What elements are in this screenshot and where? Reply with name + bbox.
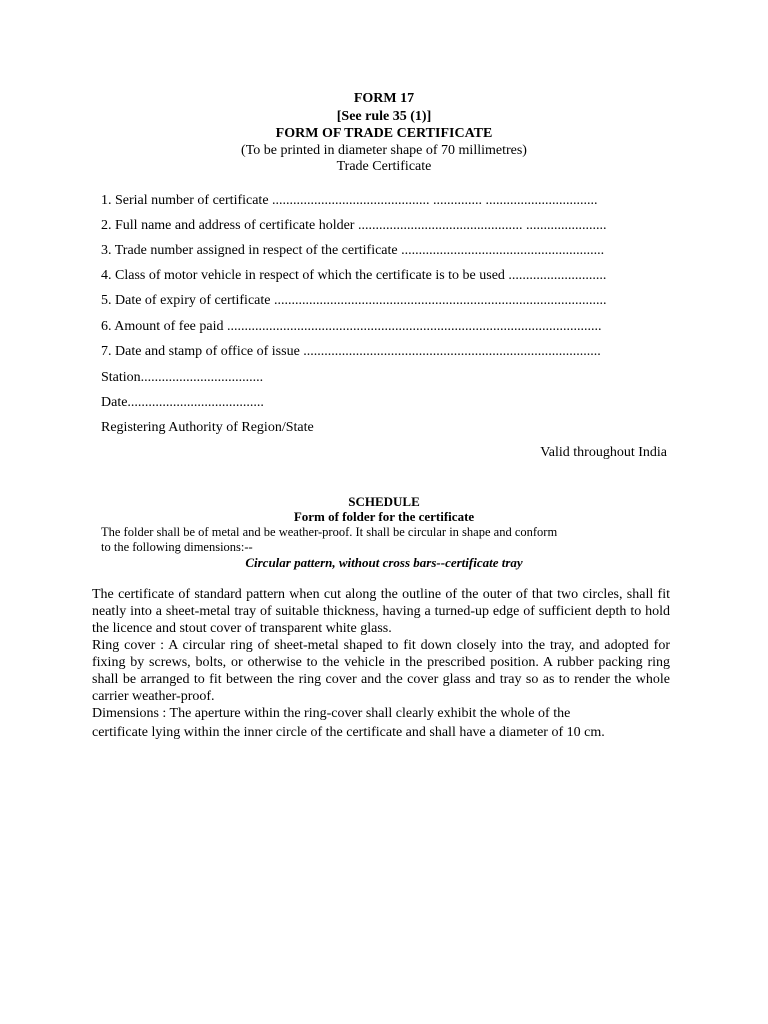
schedule-heading: SCHEDULE (348, 494, 420, 509)
validity-note: Valid throughout India (540, 445, 667, 460)
schedule-subheading: Form of folder for the certificate (293, 509, 475, 524)
paragraph-standard-pattern: The certificate of standard pattern when cut along the outline of the outer of that two circles, shall fit neatly into a sheet-metal tray of suitable thickness, having a turned-up edge of sufficient depth to hold the licence and stout cover of transparent white glass. (92, 587, 670, 636)
paragraph-dimensions-line-2: certificate lying within the inner circle of the certificate and shall have a diameter of 10 cm. (92, 725, 605, 740)
rule-reference: [See rule 35 (1)] (336, 109, 432, 124)
field-fee-paid: 6. Amount of fee paid ........................................................................................................... (101, 319, 602, 334)
form-number: FORM 17 (353, 91, 415, 106)
field-vehicle-class: 4. Class of motor vehicle in respect of which the certificate is to be used ............................ (101, 268, 607, 283)
paragraph-dimensions-line-1: Dimensions : The aperture within the ring-cover shall clearly exhibit the whole of the (92, 706, 571, 721)
date-field: Date....................................... (101, 395, 264, 410)
form-title: FORM OF TRADE CERTIFICATE (275, 126, 493, 141)
pattern-title: Circular pattern, without cross bars--certificate tray (245, 555, 523, 570)
field-serial-number: 1. Serial number of certificate ............................................. .............. ................................ (101, 193, 598, 208)
field-expiry-date: 5. Date of expiry of certificate ............................................................................................... (101, 293, 607, 308)
field-holder-name-address: 2. Full name and address of certificate holder ............................................... ....................... (101, 218, 607, 233)
registering-authority: Registering Authority of Region/State (101, 420, 314, 435)
schedule-intro-line-1: The folder shall be of metal and be weather-proof. It shall be circular in shape and conform (101, 525, 558, 539)
station-field: Station................................... (101, 370, 264, 385)
paragraph-ring-cover: Ring cover : A circular ring of sheet-metal shaped to fit down closely into the tray, and adopted for fixing by screws, bolts, or otherwise to the vehicle in the prescribed position. A rubber packing ring shall be arranged to fit between the ring cover and the cover glass and tray so as to render the whole carrier weather-proof. (92, 638, 670, 704)
form-subtitle: Trade Certificate (336, 159, 432, 174)
print-note: (To be printed in diameter shape of 70 millimetres) (241, 143, 527, 158)
schedule-intro-line-2: to the following dimensions:-- (101, 540, 253, 554)
field-trade-number: 3. Trade number assigned in respect of the certificate .......................................................... (101, 243, 605, 258)
field-issue-date-stamp: 7. Date and stamp of office of issue ..................................................................................... (101, 344, 601, 359)
